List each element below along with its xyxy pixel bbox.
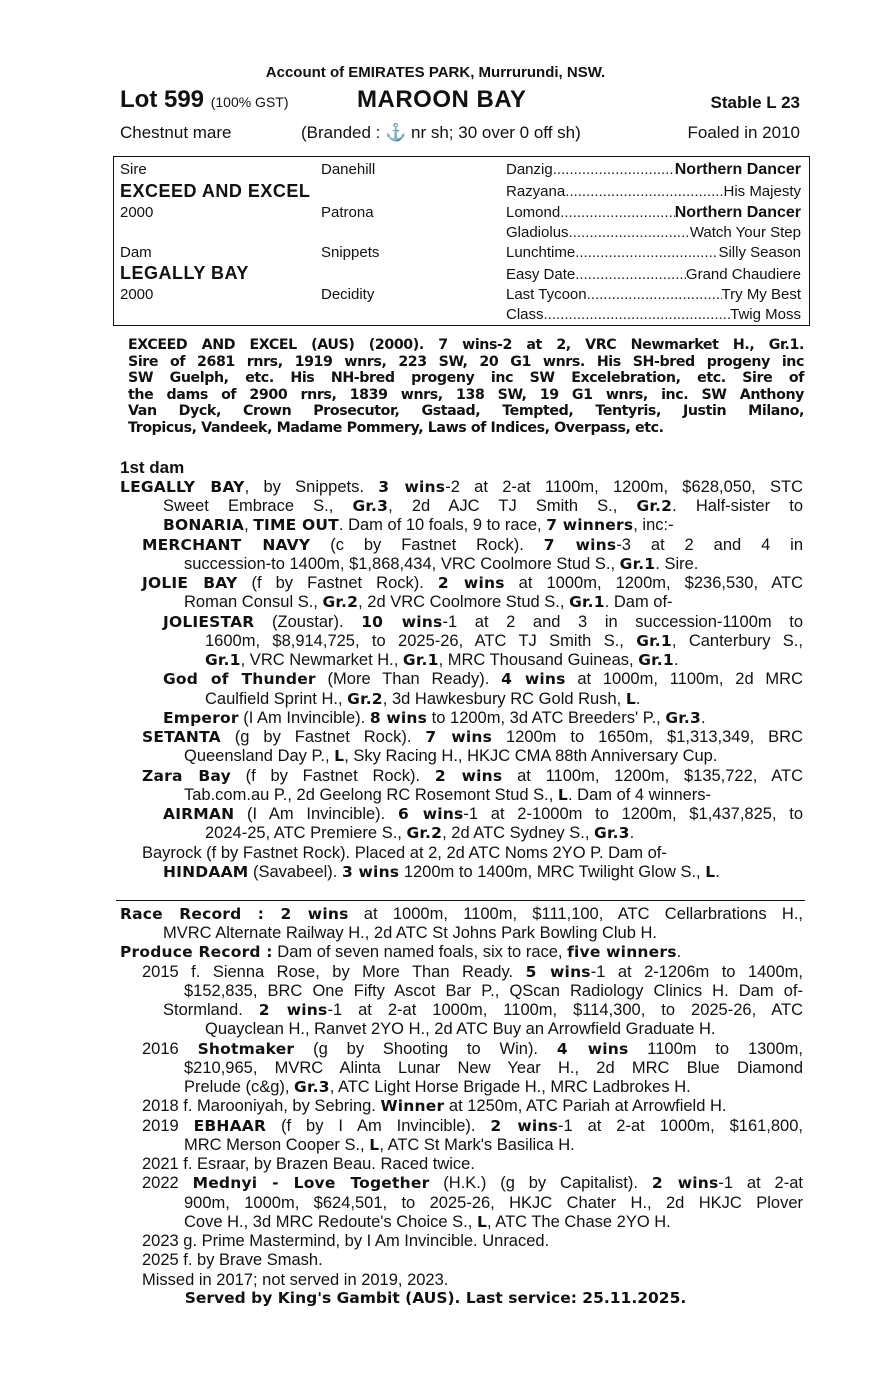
text-line: MRC Merson Cooper S., L, ATC St Mark's Basilica H.	[184, 1136, 575, 1154]
horse-sex: Chestnut mare	[120, 123, 232, 142]
text-line: 900m, 1000m, $624,501, to 2025-26, HKJC Chater H., 2d HKJC Plover	[184, 1194, 803, 1212]
text-line: HINDAAM (Savabeel). 3 wins 1200m to 1400m, MRC Twilight Glow S., L.	[163, 863, 720, 881]
sire-year: 2000	[120, 204, 154, 221]
text-line: Sweet Embrace S., Gr.3, 2d AJC TJ Smith S., Gr.2. Half-sister to	[163, 497, 803, 515]
text-line: Prelude (c&g), Gr.3, ATC Light Horse Brigade H., MRC Ladbrokes H.	[184, 1078, 691, 1096]
sire-summary-line: EXCEED AND EXCEL (AUS) (2000). 7 wins-2 at 2, VRC Newmarket H., Gr.1.	[128, 337, 804, 353]
section-divider	[116, 900, 805, 901]
text-line: MVRC Alternate Railway H., 2d ATC St Johns Park Bowling Club H.	[163, 924, 657, 942]
dam-dam: Decidity	[321, 286, 375, 303]
text-line: Quayclean H., Ranvet 2YO H., 2d ATC Buy an Arrowfield Graduate H.	[205, 1020, 716, 1038]
grandparent-row: Class ..... Twig Moss	[506, 306, 801, 324]
text-line: Tab.com.au P., 2d Geelong RC Rosemont Stud S., L. Dam of 4 winners-	[184, 786, 712, 804]
text-line: succession-to 1400m, $1,868,434, VRC Coolmore Stud S., Gr.1. Sire.	[184, 555, 699, 573]
text-line: Bayrock (f by Fastnet Rock). Placed at 2, 2d ATC Noms 2YO P. Dam of-	[142, 844, 667, 862]
gst-note: (100% GST)	[210, 94, 289, 110]
text-line: 2018 f. Marooniyah, by Sebring. Winner at 1250m, ATC Pariah at Arrowfield H.	[142, 1097, 727, 1115]
text-line: 2015 f. Sienna Rose, by More Than Ready. 5 wins-1 at 2-1206m to 1400m,	[142, 963, 803, 981]
text-line: BONARIA, TIME OUT. Dam of 10 foals, 9 to race, 7 winners, inc:-	[163, 516, 674, 534]
brand-description: (Branded : ⚓ nr sh; 30 over 0 off sh)	[301, 123, 581, 142]
text-line: Roman Consul S., Gr.2, 2d VRC Coolmore Stud S., Gr.1. Dam of-	[184, 593, 673, 611]
lot-label: Lot 599	[120, 86, 205, 113]
text-line: 2022 Mednyi - Love Together (H.K.) (g by Capitalist). 2 wins-1 at 2-at	[142, 1174, 803, 1192]
text-line: Cove H., 3d MRC Redoute's Choice S., L, ATC The Chase 2YO H.	[184, 1213, 671, 1231]
grandparent-row: Razyana ..... His Majesty	[506, 183, 801, 201]
text-line: Stormland. 2 wins-1 at 2-at 1000m, 1100m, $114,300, to 2025-26, ATC	[163, 1001, 804, 1019]
text-line: 1600m, $8,914,725, to 2025-26, ATC TJ Smith S., Gr.1, Canterbury S.,	[205, 632, 803, 650]
dam-name: LEGALLY BAY	[120, 263, 249, 283]
sire-name: EXCEED AND EXCEL	[120, 181, 311, 201]
text-line: Produce Record : Dam of seven named foals, six to race, five winners.	[120, 943, 682, 961]
vendor-account: Account of EMIRATES PARK, Murrurundi, NSW.	[265, 64, 606, 81]
lot-number	[120, 86, 289, 114]
text-line: 2021 f. Esraar, by Brazen Beau. Raced twice.	[142, 1155, 475, 1173]
text-line: Missed in 2017; not served in 2019, 2023.	[142, 1271, 449, 1289]
dam-label: Dam	[120, 244, 152, 261]
grandparent-row: Gladiolus ..... Watch Your Step	[506, 224, 801, 242]
text-line: Queensland Day P., L, Sky Racing H., HKJC CMA 88th Anniversary Cup.	[184, 747, 718, 765]
stable-number: Stable L 23	[710, 93, 800, 112]
text-line: 2016 Shotmaker (g by Shooting to Win). 4 wins 1100m to 1300m,	[142, 1040, 803, 1058]
foaled-year: Foaled in 2010	[687, 123, 800, 142]
grandparent-row: Last Tycoon ..... Try My Best	[506, 286, 801, 304]
grandparent-row: Danzig ..... Northern Dancer	[506, 161, 801, 179]
text-line: MERCHANT NAVY (c by Fastnet Rock). 7 wins-3 at 2 and 4 in	[142, 536, 804, 554]
text-line: 2019 EBHAAR (f by I Am Invincible). 2 wins-1 at 2-at 1000m, $161,800,	[142, 1117, 803, 1135]
text-line: 2024-25, ATC Premiere S., Gr.2, 2d ATC Sydney S., Gr.3.	[205, 824, 635, 842]
sire-summary-line: SW Guelph, etc. His NH-bred progeny inc SW Excelebration, etc. Sire of	[128, 370, 804, 386]
grandparent-row: Easy Date ..... Grand Chaudiere	[506, 266, 801, 284]
text-line: SETANTA (g by Fastnet Rock). 7 wins 1200m to 1650m, $1,313,349, BRC	[142, 728, 804, 746]
served-by: Served by King's Gambit (AUS). Last service: 25.11.2025.	[184, 1289, 687, 1307]
dam-year: 2000	[120, 286, 154, 303]
text-line: Emperor (I Am Invincible). 8 wins to 1200m, 3d ATC Breeders' P., Gr.3.	[163, 709, 706, 727]
text-line: 2023 g. Prime Mastermind, by I Am Invincible. Unraced.	[142, 1232, 550, 1250]
text-line: JOLIE BAY (f by Fastnet Rock). 2 wins at 1000m, 1200m, $236,530, ATC	[142, 574, 803, 592]
text-line: 2025 f. by Brave Smash.	[142, 1251, 323, 1269]
pedigree-table	[113, 156, 810, 326]
sire-summary	[128, 337, 804, 436]
sire-dam: Patrona	[321, 204, 374, 221]
dam-sire: Snippets	[321, 244, 380, 261]
horse-name: MAROON BAY	[357, 86, 527, 113]
text-line: Caulfield Sprint H., Gr.2, 3d Hawkesbury RC Gold Rush, L.	[205, 690, 641, 708]
sire-summary-line: Sire of 2681 rnrs, 1919 wnrs, 223 SW, 20 G1 wnrs. His SH-bred progeny inc	[128, 353, 804, 370]
text-line: AIRMAN (I Am Invincible). 6 wins-1 at 2-1000m to 1200m, $1,437,825, to	[163, 805, 804, 823]
grandparent-row: Lunchtime ..... Silly Season	[506, 244, 801, 262]
sire-summary-line: Tropicus, Vandeek, Madame Pommery, Laws of Indices, Overpass, etc.	[128, 419, 664, 436]
sire-summary-line: Van Dyck, Crown Prosecutor, Gstaad, Tempted, Tentyris, Justin Milano,	[128, 403, 804, 419]
text-line: God of Thunder (More Than Ready). 4 wins at 1000m, 1100m, 2d MRC	[163, 670, 803, 688]
text-line: $152,835, BRC One Fifty Ascot Bar P., QScan Radiology Clinics H. Dam of-	[184, 982, 803, 1000]
sire-sire: Danehill	[321, 161, 376, 178]
text-line: Gr.1, VRC Newmarket H., Gr.1, MRC Thousand Guineas, Gr.1.	[205, 651, 679, 669]
text-line: JOLIESTAR (Zoustar). 10 wins-1 at 2 and 3 in succession-1100m to	[163, 613, 803, 631]
text-line: Zara Bay (f by Fastnet Rock). 2 wins at 1100m, 1200m, $135,722, ATC	[142, 767, 803, 785]
sire-summary-line: the dams of 2900 rnrs, 1839 wnrs, 138 SW, 19 G1 wnrs, inc. SW Anthony	[128, 386, 804, 403]
sire-label: Sire	[120, 161, 147, 178]
first-dam-heading: 1st dam	[120, 458, 185, 477]
text-line: Race Record : 2 wins at 1000m, 1100m, $111,100, ATC Cellarbrations H.,	[120, 905, 803, 923]
grandparent-row: Lomond ..... Northern Dancer	[506, 204, 801, 222]
text-line: $210,965, MVRC Alinta Lunar New Year H., 2d MRC Blue Diamond	[184, 1059, 803, 1077]
text-line: LEGALLY BAY, by Snippets. 3 wins-2 at 2-at 1100m, 1200m, $628,050, STC	[120, 478, 803, 496]
